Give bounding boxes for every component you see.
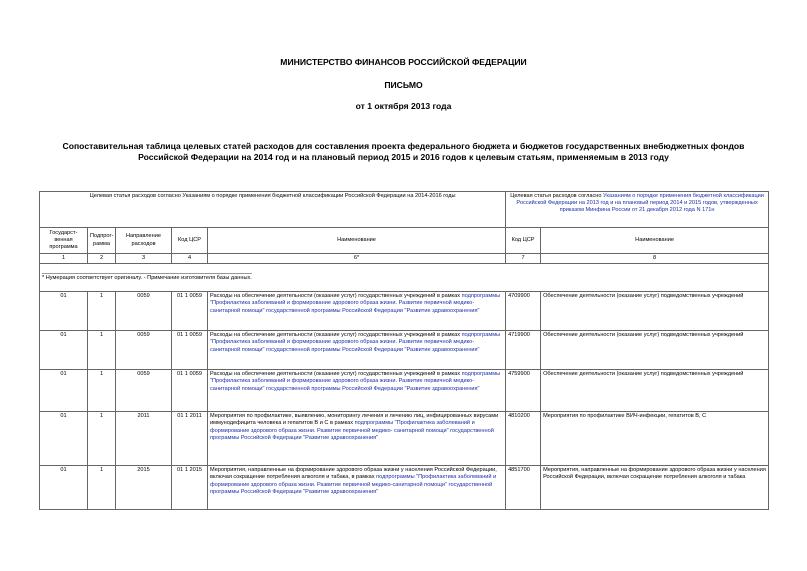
csr-code-cell: 01 1 2011 (172, 412, 208, 466)
column-header-row (40, 228, 769, 254)
column-number: 2 (88, 254, 116, 264)
name-cell (208, 370, 506, 412)
table-row (40, 292, 769, 331)
group-header-new: Целевая статья расходов согласно Указаниям о порядке применения бюджетной классификации Российской Федерации на 2014-2016 годы (40, 192, 506, 228)
col-dir-header: Направление расходов (116, 228, 172, 254)
subprogram-code-cell: 1 (88, 370, 116, 412)
name-text: Расходы на обеспечение деятельности (оказание услуг) государственных учреждений в рамках (210, 371, 461, 378)
column-number-row (40, 254, 769, 264)
direction-code-cell: 2015 (116, 466, 172, 510)
csr-code-cell: 01 1 0059 (172, 331, 208, 370)
subprogram-code-cell: 1 (88, 331, 116, 370)
comparison-table (39, 191, 769, 510)
group-header-row (40, 192, 769, 228)
name-cell (208, 331, 506, 370)
column-number: 4 (172, 254, 208, 264)
footnote-text: * Нумерация соответствует оригиналу. - Примечание изготовителя базы данных. (42, 275, 252, 282)
name-cell (208, 466, 506, 510)
name-text: Мероприятия, направленные на формирование здорового образа жизни у населения Российской Федерации, включая сокращение потребления алкоголя и табака, в рамках (210, 467, 497, 481)
table-row (40, 370, 769, 412)
subprogram-code-cell: 1 (88, 292, 116, 331)
letter-heading: ПИСЬМО (384, 80, 423, 90)
group-header-old-text: Целевая статья расходов согласно (510, 193, 604, 199)
csr-code-cell: 01 1 0059 (172, 292, 208, 331)
subprogram-link[interactable]: подпрограммы "Профилактика заболеваний и формирование здорового образа жизни. Развитие первичной медико- санитарной помощи" государственной программы Российской Федерации "Развитие здравоохранения" (210, 420, 494, 441)
direction-code-cell: 0059 (116, 292, 172, 331)
subprogram-code-cell: 1 (88, 412, 116, 466)
title-line-1: Сопоставительная таблица целевых статей расходов для составления проекта федерального бюджета и бюджетов государственных внебюджетных фондов (62, 141, 745, 151)
column-number: 8 (541, 254, 769, 264)
name-text: Расходы на обеспечение деятельности (оказание услуг) государственных учреждений в рамках (210, 332, 461, 339)
csr-code-cell: 01 1 0059 (172, 370, 208, 412)
col-oldcode-header: Код ЦСР (506, 228, 541, 254)
subprogram-link[interactable]: подпрограммы "Профилактика заболеваний и формирование здорового образа жизни. Развитие первичной медико-санитарной помощи" государственной программы Российской Федерации "Развитие здравоохранения" (210, 332, 501, 353)
old-name-cell: Мероприятия, направленные на формирование здорового образа жизни у населения Российской Федерации, включая сокращение потребления алкоголя и табака (541, 466, 769, 510)
col-code-header: Код ЦСР (172, 228, 208, 254)
direction-code-cell: 0059 (116, 331, 172, 370)
letter-date: от 1 октября 2013 года (355, 101, 452, 111)
table-row (40, 331, 769, 370)
name-cell (208, 292, 506, 331)
table-row (40, 466, 769, 510)
subprogram-link[interactable]: подпрограммы "Профилактика заболеваний и формирование здорового образа жизни. Развитие первичной медико-санитарной помощи" государственной программы Российской Федерации "Развитие здравоохранения" (210, 474, 497, 495)
note-cell (40, 264, 769, 292)
old-csr-code-cell: 4759900 (506, 370, 541, 412)
order-link[interactable]: Указаниям о порядке применения бюджетной классификации Российской Федерации на 2013 год и на плановый период 2014 и 2015 годов, утвержденных приказом Минфина России от 21 декабря 2012 года N 171н (516, 193, 764, 214)
program-code-cell: 01 (40, 292, 88, 331)
col-oldname-header: Наименование (541, 228, 769, 254)
csr-code-cell: 01 1 2015 (172, 466, 208, 510)
ministry-heading: МИНИСТЕРСТВО ФИНАНСОВ РОССИЙСКОЙ ФЕДЕРАЦИИ (280, 57, 527, 67)
program-code-cell: 01 (40, 370, 88, 412)
old-name-cell: Обеспечение деятельности (оказание услуг) подведомственных учреждений (541, 331, 769, 370)
note-row (40, 264, 769, 292)
program-code-cell: 01 (40, 412, 88, 466)
old-csr-code-cell: 4719900 (506, 331, 541, 370)
name-cell (208, 412, 506, 466)
old-csr-code-cell: 4709900 (506, 292, 541, 331)
old-name-cell: Обеспечение деятельности (оказание услуг) подведомственных учреждений (541, 292, 769, 331)
col-gp-header: Государст-венная программа (40, 228, 88, 254)
name-text: Мероприятия по профилактике, выявлению, мониторингу лечения и лечению лиц, инфицированных вирусами иммунодефицита человека и гепатитов B и C в рамках (210, 413, 499, 427)
old-csr-code-cell: 4810200 (506, 412, 541, 466)
subprogram-code-cell: 1 (88, 466, 116, 510)
old-name-cell: Мероприятия по профилактике ВИЧ-инфекции, гепатитов B, C (541, 412, 769, 466)
col-pp-header: Подпрог-рамма (88, 228, 116, 254)
table-row (40, 412, 769, 466)
subprogram-link[interactable]: подпрограммы "Профилактика заболеваний и формирование здорового образа жизни. Развитие первичной медико- санитарной помощи" государственной программы Российской Федерации "Развитие здравоохранения" (210, 371, 501, 392)
program-code-cell: 01 (40, 331, 88, 370)
old-csr-code-cell: 4851700 (506, 466, 541, 510)
old-name-cell: Обеспечение деятельности (оказание услуг) подведомственных учреждений (541, 370, 769, 412)
column-number: 7 (506, 254, 541, 264)
column-number: 6* (208, 254, 506, 264)
document-title (40, 141, 767, 163)
column-number: 3 (116, 254, 172, 264)
name-text: Расходы на обеспечение деятельности (оказание услуг) государственных учреждений в рамках (210, 293, 461, 300)
title-line-2: Российской Федерации на 2014 год и на плановый период 2015 и 2016 годов к целевым статьям, применяемым в 2013 году (138, 152, 669, 162)
subprogram-link[interactable]: подпрограммы "Профилактика заболеваний и формирование здорового образа жизни. Развитие первичной медико-санитарной помощи" государственной программы Российской Федерации "Развитие здравоохранения" (210, 293, 501, 314)
group-header-old (506, 192, 769, 228)
direction-code-cell: 0059 (116, 370, 172, 412)
direction-code-cell: 2011 (116, 412, 172, 466)
program-code-cell: 01 (40, 466, 88, 510)
col-name-header: Наименование (208, 228, 506, 254)
column-number: 1 (40, 254, 88, 264)
